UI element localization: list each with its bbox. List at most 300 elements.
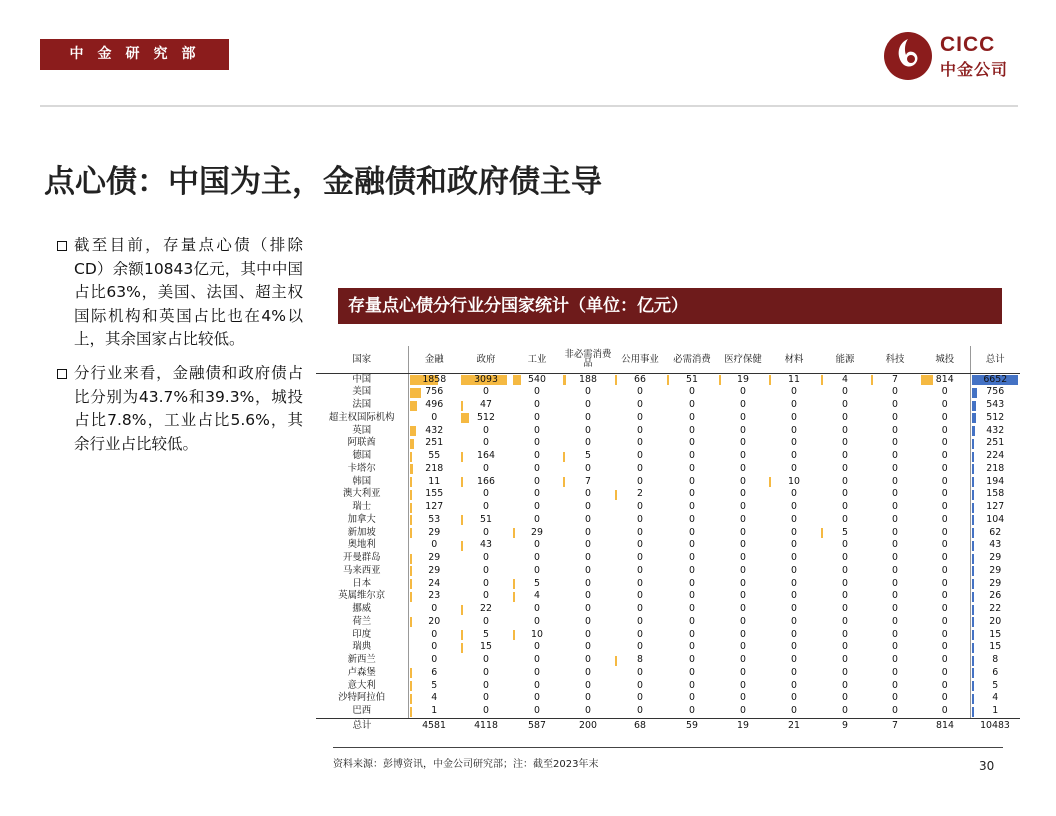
value-cell	[460, 463, 512, 476]
value-cell	[666, 590, 718, 603]
value-label: 0	[585, 526, 591, 538]
value-cell	[970, 680, 1020, 693]
value-label: 0	[892, 411, 898, 423]
table-row	[316, 501, 1020, 514]
value-cell	[768, 616, 820, 629]
table-title: 存量点心债分行业分国家统计（单位：亿元）	[338, 288, 1002, 324]
value-label: 0	[892, 526, 898, 538]
value-cell	[718, 450, 768, 463]
value-cell	[768, 629, 820, 642]
data-bar	[821, 528, 823, 538]
table-row	[316, 539, 1020, 552]
total-cell: 9	[842, 719, 848, 731]
value-cell	[920, 539, 970, 552]
value-cell	[562, 373, 614, 386]
data-bar	[410, 490, 412, 500]
data-bar	[513, 630, 515, 640]
value-label: 0	[842, 488, 848, 500]
value-label: 127	[425, 501, 444, 512]
value-cell	[820, 514, 870, 527]
value-label: 0	[791, 577, 797, 589]
value-label: 0	[689, 552, 695, 563]
value-cell	[408, 629, 460, 642]
table-row	[316, 705, 1020, 718]
value-cell	[666, 629, 718, 642]
table-row	[316, 692, 1020, 705]
value-label: 0	[842, 552, 848, 563]
data-bar	[410, 401, 417, 411]
value-label: 0	[689, 666, 695, 678]
data-bar	[461, 643, 463, 653]
value-cell	[768, 603, 820, 616]
value-cell	[920, 680, 970, 693]
column-header: 总计	[970, 346, 1020, 373]
value-cell	[408, 463, 460, 476]
value-cell	[768, 590, 820, 603]
value-label: 0	[740, 475, 746, 487]
total-cell: 4581	[422, 719, 446, 731]
value-label: 29	[428, 552, 441, 563]
data-bar	[972, 579, 974, 589]
value-cell	[512, 680, 562, 693]
value-label: 0	[585, 539, 591, 551]
value-label: 26	[989, 590, 1002, 602]
value-cell	[408, 501, 460, 514]
value-cell	[460, 539, 512, 552]
value-label: 43	[989, 539, 1002, 551]
value-label: 251	[425, 437, 444, 449]
value-cell	[970, 399, 1020, 412]
value-label: 432	[986, 424, 1005, 436]
value-cell	[870, 552, 920, 565]
value-cell	[920, 399, 970, 412]
value-cell	[666, 616, 718, 629]
value-cell	[920, 603, 970, 616]
value-cell	[460, 412, 512, 425]
value-label: 4	[534, 590, 540, 602]
country-cell: 美国	[352, 386, 372, 398]
value-cell	[820, 476, 870, 489]
value-cell	[870, 565, 920, 578]
value-cell	[820, 437, 870, 450]
value-label: 0	[892, 666, 898, 678]
value-label: 0	[483, 590, 489, 602]
value-label: 0	[892, 501, 898, 512]
data-bar	[410, 426, 416, 436]
data-bar	[972, 464, 974, 474]
column-header: 政府	[460, 346, 512, 373]
country-cell: 法国	[352, 399, 372, 410]
value-cell	[970, 412, 1020, 425]
value-label: 0	[941, 564, 948, 576]
value-label: 0	[483, 424, 489, 436]
value-label: 24	[428, 577, 441, 589]
value-label: 0	[941, 603, 948, 614]
value-label: 0	[842, 577, 848, 589]
logo-text-en: CICC	[940, 33, 996, 56]
value-label: 0	[941, 501, 948, 512]
value-label: 0	[689, 411, 695, 423]
value-label: 0	[892, 654, 898, 665]
data-bar	[972, 413, 976, 423]
value-label: 0	[585, 641, 591, 653]
value-cell	[666, 692, 718, 705]
value-label: 0	[585, 411, 591, 423]
value-cell	[562, 539, 614, 552]
value-cell	[512, 552, 562, 565]
value-label: 0	[637, 603, 643, 614]
value-label: 0	[637, 577, 643, 589]
value-cell	[820, 412, 870, 425]
value-cell	[820, 527, 870, 540]
data-bar	[972, 617, 974, 627]
value-cell	[718, 412, 768, 425]
value-label: 0	[585, 501, 591, 512]
value-label: 127	[986, 501, 1005, 512]
value-cell	[562, 514, 614, 527]
value-cell	[820, 705, 870, 718]
value-cell	[870, 527, 920, 540]
value-cell	[718, 641, 768, 654]
value-cell	[820, 641, 870, 654]
value-cell	[718, 539, 768, 552]
country-cell: 日本	[352, 577, 372, 589]
value-cell	[614, 590, 666, 603]
value-cell	[614, 412, 666, 425]
value-label: 0	[534, 679, 540, 691]
value-label: 0	[585, 462, 591, 474]
value-cell	[970, 603, 1020, 616]
value-label: 5	[842, 526, 848, 538]
value-label: 0	[637, 424, 643, 436]
value-cell	[666, 641, 718, 654]
value-cell	[870, 705, 920, 718]
logo-text-cn: 中金公司	[940, 60, 1009, 79]
value-cell	[562, 476, 614, 489]
data-bar	[410, 477, 412, 487]
value-label: 0	[892, 564, 898, 576]
value-cell	[562, 680, 614, 693]
value-cell	[870, 514, 920, 527]
value-label: 0	[842, 705, 848, 716]
value-cell	[460, 514, 512, 527]
value-cell	[460, 565, 512, 578]
data-bar	[972, 643, 974, 653]
value-cell	[666, 539, 718, 552]
value-cell	[920, 565, 970, 578]
value-cell	[820, 552, 870, 565]
value-cell	[870, 399, 920, 412]
value-cell	[512, 705, 562, 718]
value-cell	[970, 552, 1020, 565]
value-cell	[666, 386, 718, 399]
value-cell	[408, 399, 460, 412]
department-tag: 中金研究部	[40, 39, 229, 70]
value-label: 0	[534, 539, 540, 551]
value-cell	[820, 373, 870, 386]
value-cell	[460, 386, 512, 399]
value-label: 0	[842, 641, 848, 653]
value-label: 0	[689, 590, 695, 602]
value-cell	[666, 437, 718, 450]
data-bar	[972, 630, 974, 640]
value-label: 0	[791, 411, 797, 423]
value-cell	[562, 399, 614, 412]
value-cell	[666, 425, 718, 438]
value-label: 0	[941, 577, 948, 589]
value-cell	[870, 578, 920, 591]
value-label: 0	[740, 411, 746, 423]
value-cell	[718, 578, 768, 591]
value-cell	[614, 680, 666, 693]
value-cell	[870, 501, 920, 514]
value-label: 0	[740, 641, 746, 653]
table-row	[316, 654, 1020, 667]
value-label: 0	[842, 654, 848, 665]
value-cell	[562, 425, 614, 438]
value-label: 10	[788, 475, 800, 487]
column-header: 能源	[820, 346, 870, 373]
table-row	[316, 552, 1020, 565]
value-label: 0	[534, 399, 540, 410]
value-cell	[768, 412, 820, 425]
value-label: 158	[986, 488, 1005, 500]
country-cell: 印度	[352, 628, 372, 640]
value-label: 51	[686, 373, 698, 385]
value-label: 0	[791, 666, 797, 678]
value-cell	[614, 539, 666, 552]
value-cell	[970, 539, 1020, 552]
value-label: 0	[740, 666, 746, 678]
value-cell	[820, 692, 870, 705]
value-label: 0	[892, 692, 898, 704]
value-cell	[718, 667, 768, 680]
value-label: 0	[431, 628, 438, 640]
data-bar	[821, 375, 823, 385]
value-cell	[820, 654, 870, 667]
value-label: 0	[842, 501, 848, 512]
value-label: 0	[689, 615, 695, 627]
value-label: 0	[585, 603, 591, 614]
value-cell	[718, 680, 768, 693]
country-cell: 卡塔尔	[347, 462, 376, 474]
value-cell	[768, 514, 820, 527]
value-label: 0	[740, 526, 746, 538]
value-cell	[820, 450, 870, 463]
value-label: 11	[428, 475, 441, 487]
value-label: 0	[689, 603, 695, 614]
value-label: 55	[428, 450, 441, 461]
value-cell	[562, 488, 614, 501]
value-label: 0	[585, 628, 591, 640]
value-label: 0	[842, 603, 848, 614]
table-row	[316, 641, 1020, 654]
value-label: 0	[740, 679, 746, 691]
value-label: 0	[431, 603, 438, 614]
country-cell: 瑞典	[352, 641, 372, 653]
data-bar	[410, 668, 412, 678]
value-label: 0	[842, 590, 848, 602]
column-header: 必需消费	[666, 346, 718, 373]
value-cell	[460, 425, 512, 438]
value-label: 0	[637, 411, 643, 423]
country-cell: 加拿大	[347, 513, 376, 525]
data-bar	[563, 477, 565, 487]
value-cell	[920, 373, 970, 386]
value-cell	[970, 527, 1020, 540]
value-label: 0	[740, 462, 746, 474]
value-cell	[460, 616, 512, 629]
value-label: 0	[791, 450, 797, 461]
value-cell	[970, 590, 1020, 603]
value-label: 0	[892, 603, 898, 614]
value-cell	[820, 539, 870, 552]
data-bar	[410, 515, 412, 525]
value-label: 0	[637, 590, 643, 602]
value-cell	[768, 705, 820, 718]
data-bar	[461, 630, 463, 640]
value-label: 0	[534, 411, 540, 423]
value-label: 0	[791, 399, 797, 410]
value-label: 62	[989, 526, 1002, 538]
value-cell	[408, 514, 460, 527]
value-label: 0	[431, 411, 438, 423]
total-cell: 68	[634, 719, 646, 731]
value-label: 0	[892, 552, 898, 563]
value-label: 512	[986, 411, 1005, 423]
table-body	[316, 373, 1020, 718]
value-label: 4	[842, 373, 848, 385]
country-cell: 英属维尔京	[338, 590, 386, 602]
bond-stats-table	[316, 346, 1020, 733]
value-cell	[820, 399, 870, 412]
value-cell	[768, 641, 820, 654]
value-cell	[870, 667, 920, 680]
value-cell	[820, 565, 870, 578]
value-label: 0	[534, 654, 540, 665]
value-cell	[970, 463, 1020, 476]
value-cell	[870, 539, 920, 552]
value-cell	[920, 578, 970, 591]
source-note: 资料来源：彭博资讯，中金公司研究部；注：截至2023年末	[333, 759, 599, 770]
value-label: 0	[534, 564, 540, 576]
table-row	[316, 514, 1020, 527]
value-cell	[614, 603, 666, 616]
data-table-container	[316, 346, 1020, 733]
value-label: 0	[431, 539, 438, 551]
value-cell	[768, 488, 820, 501]
data-bar	[972, 554, 974, 564]
data-bar	[410, 554, 412, 564]
value-label: 0	[689, 488, 695, 500]
value-label: 0	[842, 628, 848, 640]
value-cell	[870, 450, 920, 463]
value-cell	[512, 629, 562, 642]
value-label: 0	[892, 641, 898, 653]
page-title: 点心债：中国为主，金融债和政府债主导	[44, 164, 602, 200]
table-row	[316, 386, 1020, 399]
value-cell	[666, 680, 718, 693]
value-cell	[920, 705, 970, 718]
table-row	[316, 463, 1020, 476]
value-label: 0	[585, 488, 591, 500]
value-cell	[408, 450, 460, 463]
value-label: 0	[689, 399, 695, 410]
header-divider	[40, 105, 1018, 107]
data-bar	[563, 375, 566, 385]
data-bar	[461, 452, 463, 462]
value-cell	[970, 488, 1020, 501]
value-label: 0	[534, 488, 540, 500]
data-bar	[513, 528, 515, 538]
value-cell	[920, 450, 970, 463]
value-label: 0	[689, 564, 695, 576]
data-bar	[972, 707, 974, 717]
value-label: 0	[740, 603, 746, 614]
data-bar	[410, 388, 421, 398]
value-label: 43	[480, 539, 492, 551]
value-label: 0	[534, 513, 540, 525]
value-cell	[512, 578, 562, 591]
data-bar	[972, 541, 974, 551]
value-label: 0	[637, 462, 643, 474]
table-row	[316, 603, 1020, 616]
data-bar	[410, 707, 412, 717]
bullet-item	[57, 234, 303, 352]
value-label: 756	[986, 386, 1005, 398]
value-cell	[970, 437, 1020, 450]
value-label: 53	[428, 513, 441, 525]
value-cell	[718, 437, 768, 450]
value-cell	[408, 654, 460, 667]
value-label: 0	[941, 590, 948, 602]
value-label: 0	[842, 462, 848, 474]
value-label: 0	[689, 641, 695, 653]
value-label: 0	[791, 437, 797, 449]
table-row	[316, 476, 1020, 489]
value-cell	[718, 476, 768, 489]
value-label: 0	[483, 564, 489, 576]
value-cell	[614, 386, 666, 399]
country-cell: 开曼群岛	[342, 552, 381, 563]
value-cell	[562, 412, 614, 425]
table-row	[316, 412, 1020, 425]
data-bar	[972, 503, 974, 513]
value-label: 0	[740, 450, 746, 461]
value-label: 0	[534, 450, 540, 461]
value-label: 543	[986, 399, 1005, 410]
data-bar	[972, 426, 975, 436]
value-cell	[870, 692, 920, 705]
value-label: 0	[892, 424, 898, 436]
value-label: 0	[534, 666, 540, 678]
value-cell	[920, 425, 970, 438]
value-cell	[666, 450, 718, 463]
value-label: 0	[689, 705, 695, 716]
value-cell	[768, 578, 820, 591]
data-bar	[615, 490, 617, 500]
data-bar	[410, 617, 412, 627]
value-label: 104	[986, 513, 1005, 525]
value-cell	[614, 705, 666, 718]
value-label: 0	[842, 424, 848, 436]
value-label: 0	[842, 475, 848, 487]
value-label: 0	[585, 437, 591, 449]
value-label: 0	[637, 679, 643, 691]
value-cell	[718, 629, 768, 642]
value-cell	[970, 578, 1020, 591]
data-bar	[513, 579, 515, 589]
